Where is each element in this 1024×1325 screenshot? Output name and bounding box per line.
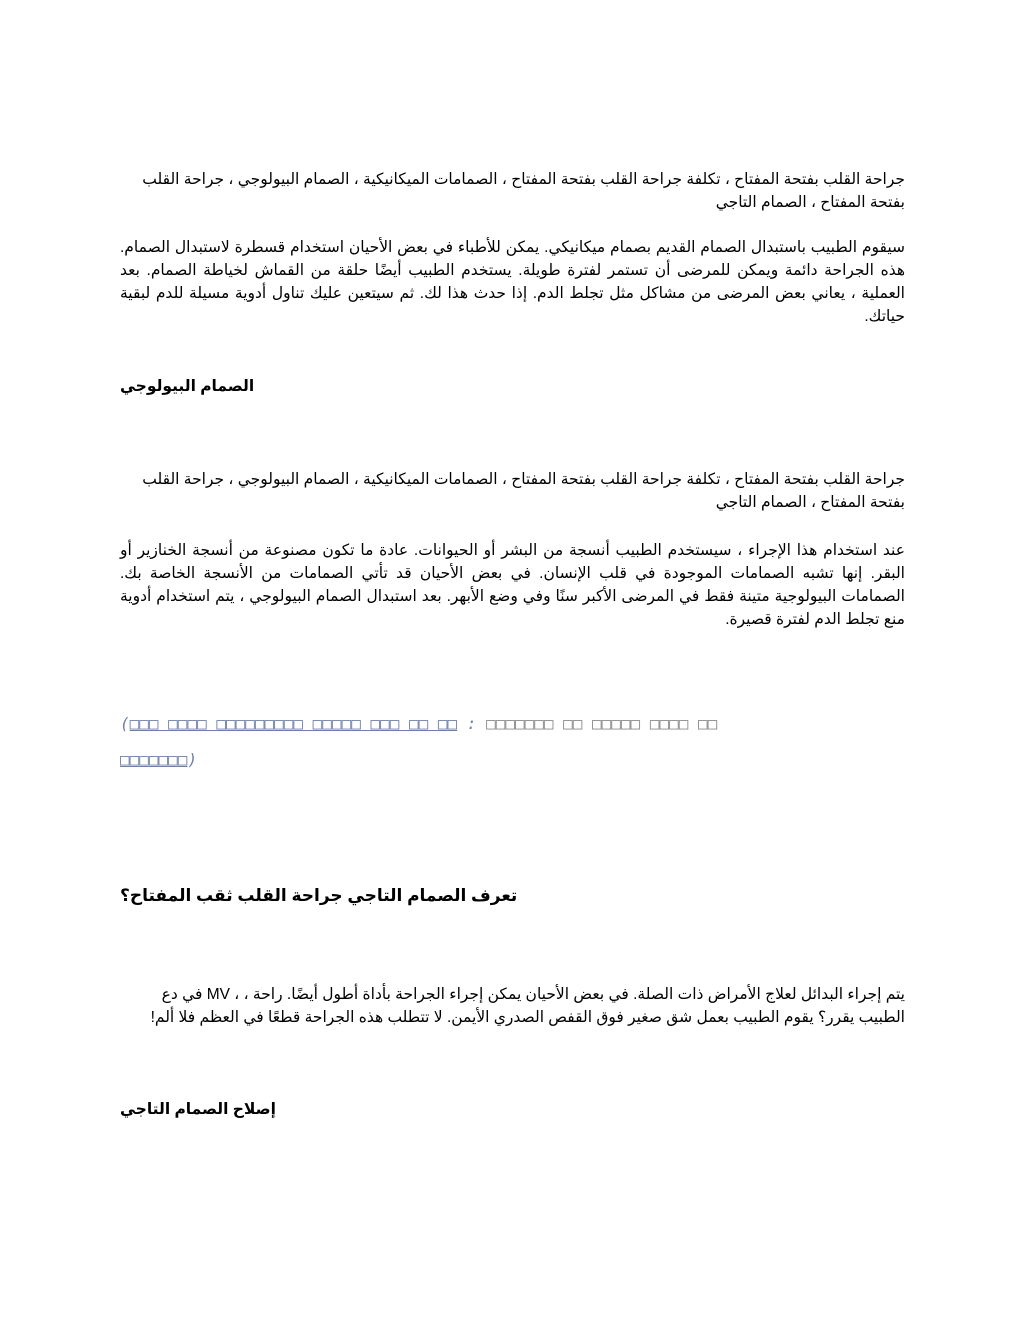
related-link-plain-text: □□□□□□□ □□ □□□□□ □□□□ □□ bbox=[486, 714, 718, 733]
mitral-valve-repair-heading: إصلاح الصمام التاجي bbox=[120, 1101, 276, 1118]
link-open-paren: ( bbox=[120, 714, 130, 733]
mv-paragraph: يتم إجراء البدائل لعلاج الأمراض ذات الصلة. في بعض الأحيان يمكن إجراء الجراحة بأداة أطول أيضًا. راحة ، ، MV في دع الطبيب يقرر؟ يقوم الطبيب بعمل شق صغير فوق القفص الصدري الأيمن. لا تتطلب هذه الجراحة قطعًا في العظم فلا ألم! bbox=[150, 986, 905, 1026]
related-article-link-2[interactable]: □□□□□□□ bbox=[120, 750, 188, 769]
biological-valve-paragraph: عند استخدام هذا الإجراء ، سيستخدم الطبيب أنسجة من البشر أو الحيوانات. عادة ما تكون مصنوعة من أنسجة الخنازير أو البقر. إنها تشبه الصمامات الموجودة في قلب الإنسان. في بعض الأحيان قد تأتي الصمامات من الأنسجة الخاصة بك. الصمامات البيولوجية متينة فقط في المرضى الأكبر سنًا وفي وضع الأبهر. بعد استبدال الصمام البيولوجي ، يتم استخدام أدوية منع تجلط الدم لفترة قصيرة. bbox=[120, 542, 905, 628]
mechanical-valve-paragraph: سيقوم الطبيب باستبدال الصمام القديم بصمام ميكانيكي. يمكن للأطباء في بعض الأحيان استخدام قسطرة لاستبدال الصمام. هذه الجراحة دائمة ويمكن للمرضى أن تستمر لفترة طويلة. يستخدم الطبيب أيضًا حلقة من القماش لخياطة الصمام. بعد العملية ، يعاني بعض المرضى من مشاكل مثل تجلط الدم. إذا حدث هذا لك. ثم سيتعين عليك تناول أدوية مسيلة للدم لبقية حياتك. bbox=[120, 239, 905, 325]
mitral-valve-question-heading: تعرف الصمام التاجي جراحة القلب ثقب المفتاح؟ bbox=[120, 886, 518, 905]
keywords-paragraph-2: جراحة القلب بفتحة المفتاح ، تكلفة جراحة القلب بفتحة المفتاح ، الصمامات الميكانيكية ، الصمام البيولوجي ، جراحة القلب بفتحة المفتاح ، الصمام التاجي bbox=[142, 471, 905, 511]
keywords-paragraph-1: جراحة القلب بفتحة المفتاح ، تكلفة جراحة القلب بفتحة المفتاح ، الصمامات الميكانيكية ، الصمام البيولوجي ، جراحة القلب بفتحة المفتاح ، الصمام التاجي bbox=[142, 171, 905, 211]
biological-valve-heading: الصمام البيولوجي bbox=[120, 378, 255, 395]
related-link-block bbox=[120, 706, 905, 778]
related-article-link[interactable]: □□□ □□□□ □□□□□□□□□ □□□□□ □□□ □□ □□ bbox=[129, 714, 458, 733]
link-separator: : bbox=[457, 714, 487, 733]
link-close-paren: ) bbox=[187, 750, 198, 769]
